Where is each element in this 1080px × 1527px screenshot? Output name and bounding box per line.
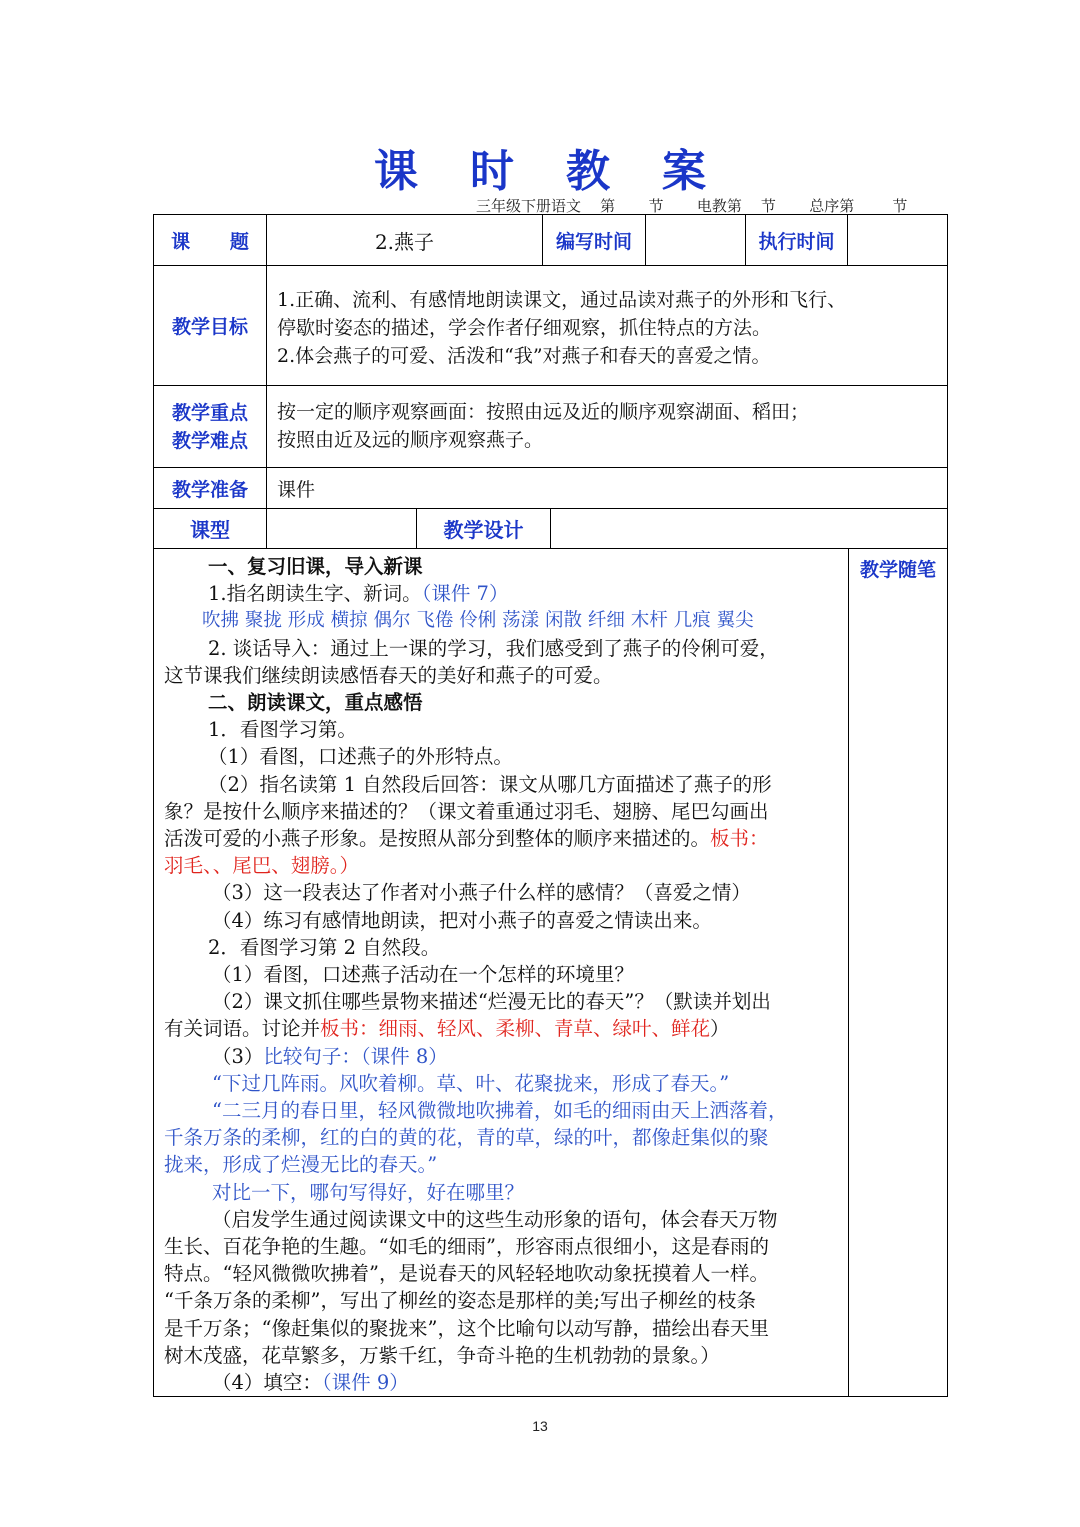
content-text: 是千万条；“像赶集似的聚拢来”，这个比喻句以动写静，描绘出春天里 bbox=[164, 1316, 769, 1340]
notes-label: 教学随笔 bbox=[859, 559, 936, 581]
goals-line: 停歇时姿态的描述，学会作者仔细观察，抓住特点的方法。 bbox=[277, 317, 772, 339]
topic-value: 2.燕子 bbox=[267, 215, 543, 265]
prep-label: 教学准备 bbox=[154, 468, 267, 508]
lesson-plan-table bbox=[153, 214, 948, 1397]
design-header-row bbox=[154, 509, 947, 549]
key-points-text bbox=[267, 386, 947, 467]
quote-text: 千条万条的柔柳，红的白的黄的花，青的草，绿的叶，都像赶集似的聚 bbox=[164, 1126, 769, 1150]
content-text: （4）练习有感情地朗读，把对小燕子的喜爱之情读出来。 bbox=[212, 908, 712, 932]
content-text: 2．看图学习第 2 自然段。 bbox=[208, 935, 441, 959]
title-char: 案 bbox=[662, 146, 706, 197]
content-text: 树木茂盛，花草繁多，万紫千红，争奇斗艳的生机勃勃的景象。） bbox=[164, 1343, 720, 1367]
prep-row bbox=[154, 468, 947, 509]
lesson-content bbox=[154, 549, 849, 1396]
content-text: 活泼可爱的小燕子形象。是按照从部分到整体的顺序来描述的。 bbox=[164, 827, 711, 851]
goals-text bbox=[267, 266, 947, 385]
quote-text: “下过几阵雨。风吹着柳。草、叶、花聚拢来，形成了春天。” bbox=[212, 1071, 730, 1095]
content-text: （4）填空： bbox=[212, 1371, 322, 1395]
board-note: 板书：细雨、轻风、柔柳、青草、绿叶、鲜花 bbox=[320, 1017, 711, 1041]
content-text: 1.指名朗读生字、新词。 bbox=[208, 582, 422, 606]
write-time-value bbox=[646, 215, 746, 265]
title-char: 课 bbox=[374, 146, 418, 197]
design-blank bbox=[551, 509, 947, 548]
content-text: （启发学生通过阅读课文中的这些生动形象的语句，体会春天万物 bbox=[212, 1207, 778, 1231]
content-text: 象？是按什么顺序来描述的？（课文着重通过羽毛、翅膀、尾巴勾画出 bbox=[164, 799, 769, 823]
content-text: （2）课文抓住哪些景物来描述“烂漫无比的春天”？（默读并划出 bbox=[212, 990, 771, 1014]
topic-label: 课 题 bbox=[154, 215, 267, 265]
courseware-ref: 比较句子：（课件 8） bbox=[263, 1044, 448, 1068]
content-text: （3） bbox=[212, 1044, 264, 1068]
goals-line: 2.体会燕子的可爱、活泼和“我”对燕子和春天的喜爱之情。 bbox=[277, 345, 771, 367]
goals-line: 1.正确、流利、有感情地朗读课文，通过品读对燕子的外形和飞行、 bbox=[277, 289, 847, 311]
content-text: 生长、百花争艳的生趣。“如毛的细雨”，形容雨点很细小，这是春雨的 bbox=[164, 1235, 769, 1259]
write-time-label: 编写时间 bbox=[543, 215, 646, 265]
question-text: 对比一下，哪句写得好，好在哪里？ bbox=[212, 1180, 525, 1204]
prep-value: 课件 bbox=[277, 478, 316, 501]
content-text: 2. 谈话导入：通过上一课的学习，我们感受到了燕子的伶俐可爱， bbox=[208, 636, 779, 660]
goals-row bbox=[154, 266, 947, 386]
key-points-row bbox=[154, 386, 947, 468]
content-text: （1）看图，口述燕子的外形特点。 bbox=[208, 745, 513, 769]
vocab-list: 吹拂 聚拢 形成 横掠 偶尔 飞倦 伶俐 荡漾 闲散 纤细 木杆 几痕 翼尖 bbox=[202, 610, 754, 632]
exec-time-value bbox=[848, 215, 947, 265]
content-text: （1）看图，口述燕子活动在一个怎样的环境里？ bbox=[212, 963, 634, 987]
content-text: 有关词语。讨论并 bbox=[164, 1017, 321, 1041]
topic-row bbox=[154, 215, 947, 266]
content-text: （2）指名读第 1 自然段后回答：课文从哪几方面描述了燕子的形 bbox=[208, 772, 772, 796]
board-note: 板书： bbox=[710, 827, 769, 851]
notes-column bbox=[849, 549, 947, 1396]
grade-subheader: 三年级下册语文 第 节 电教第 节 总序第 节 bbox=[476, 197, 908, 215]
title-char: 教 bbox=[566, 146, 610, 197]
goals-label: 教学目标 bbox=[154, 266, 267, 385]
page-title bbox=[0, 135, 1080, 199]
content-text: “千条万条的柔柳”，写出了柳丝的姿态是那样的美;写出子柳丝的枝条 bbox=[164, 1289, 757, 1313]
key-line: 按照由近及远的顺序观察燕子。 bbox=[277, 429, 544, 451]
key-label: 教学重点 bbox=[171, 401, 248, 424]
section-heading: 一、复习旧课，导入新课 bbox=[208, 555, 423, 578]
content-text: 1．看图学习第。 bbox=[208, 718, 357, 742]
section-heading: 二、朗读课文，重点感悟 bbox=[208, 691, 423, 715]
quote-text: “二三月的春日里，轻风微微地吹拂着，如毛的细雨由天上洒落着， bbox=[212, 1099, 788, 1123]
content-text: 这节课我们继续朗读感悟春天的美好和燕子的可爱。 bbox=[164, 663, 613, 687]
content-text: （3）这一段表达了作者对小燕子什么样的感情？（喜爱之情） bbox=[212, 881, 751, 905]
courseware-ref: （课件 7） bbox=[421, 582, 509, 606]
page-number: 13 bbox=[532, 1418, 548, 1434]
exec-time-label: 执行时间 bbox=[746, 215, 848, 265]
courseware-ref: （课件 9） bbox=[321, 1371, 409, 1395]
type-label: 课型 bbox=[154, 509, 267, 548]
title-char: 时 bbox=[470, 146, 514, 197]
key-points-label bbox=[154, 386, 267, 467]
quote-text: 拢来，形成了烂漫无比的春天。” bbox=[164, 1153, 438, 1177]
design-label: 教学设计 bbox=[417, 509, 551, 548]
difficulty-label: 教学难点 bbox=[171, 429, 248, 452]
key-line: 按一定的顺序观察画面：按照由远及近的顺序观察湖面、稻田； bbox=[277, 401, 810, 423]
content-text: ） bbox=[710, 1017, 730, 1041]
board-note: 羽毛、、尾巴、翅膀。） bbox=[164, 854, 360, 878]
type-value bbox=[267, 509, 417, 548]
content-row bbox=[154, 549, 947, 1396]
content-text: 特点。“轻风微微吹拂着”，是说春天的风轻轻地吹动象抚摸着人一样。 bbox=[164, 1262, 769, 1286]
